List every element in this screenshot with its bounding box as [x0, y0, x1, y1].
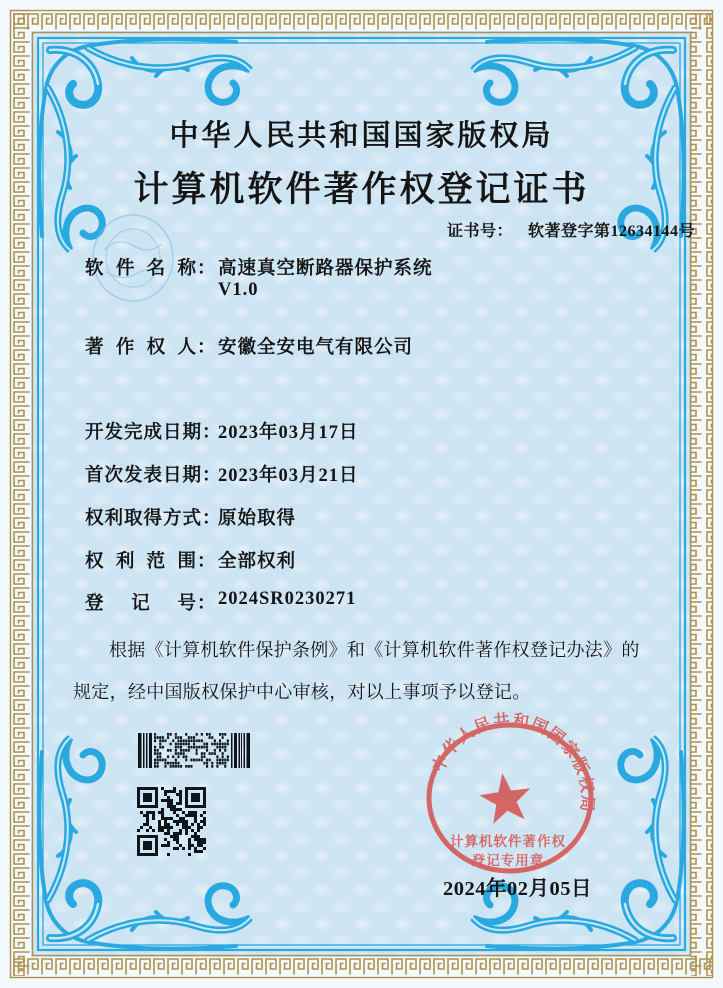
field-rights-scope	[85, 547, 296, 573]
authority-title: 中华人民共和国国家版权局	[169, 120, 554, 152]
field-value: 全部权利	[218, 552, 297, 572]
seal-caption-line2: 登记专用章	[471, 853, 545, 868]
field-label: 软 件 名 称 ：	[85, 259, 217, 279]
field-value: 2023年03月17日	[218, 423, 359, 443]
seal-date: 2024年02月05日	[443, 878, 592, 900]
field-label: 首次发表日期：	[85, 466, 222, 486]
field-value: 高速真空断路器保护系统	[218, 259, 433, 279]
certificate-number-value: 软著登字第12634144号	[528, 223, 696, 240]
field-value: 2023年03月21日	[218, 466, 359, 486]
field-label: 著 作 权 人 ：	[85, 338, 217, 358]
field-label: 开发完成日期：	[85, 423, 222, 443]
certificate-number-label: 证书号：	[447, 223, 514, 240]
official-seal	[408, 698, 618, 908]
field-label: 权 利 范 围 ：	[85, 552, 217, 572]
certificate-number	[447, 218, 695, 241]
field-label: 权利取得方式：	[85, 509, 222, 529]
certificate-title: 计算机软件著作权登记证书	[133, 170, 590, 209]
registration-statement: 根据《计算机软件保护条例》和《计算机软件著作权登记办法》的规定，经中国版权保护中心审核，对以上事项予以登记。	[73, 640, 640, 702]
field-value: 安徽全安电气有限公司	[218, 338, 414, 358]
field-software-name	[85, 254, 433, 280]
field-value: 2024SR0230271	[218, 589, 357, 609]
field-label: 登 记 号 ：	[85, 594, 217, 614]
field-registration-number	[85, 589, 356, 615]
seal-caption-line1: 计算机软件著作权	[450, 834, 566, 849]
seal-ring-text: 中华人民共和国国家版权局	[428, 710, 598, 815]
software-version: V1.0	[218, 280, 259, 300]
field-value: 原始取得	[218, 509, 297, 529]
red-star-icon	[477, 770, 535, 825]
field-rights-acquisition	[85, 504, 296, 530]
field-copyright-owner	[85, 333, 413, 359]
field-first-publish-date	[85, 461, 359, 487]
field-dev-completed-date	[85, 418, 359, 444]
